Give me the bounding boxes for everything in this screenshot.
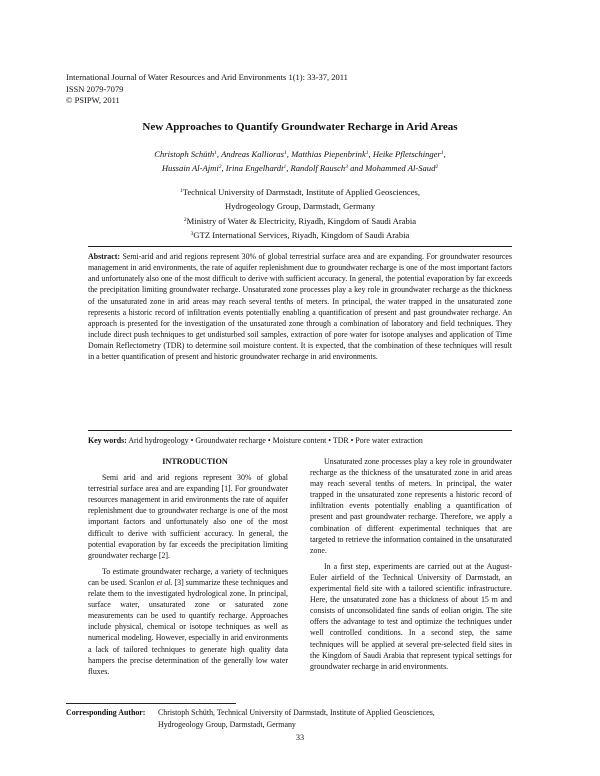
keywords-label: Key words: xyxy=(88,436,127,445)
left-column xyxy=(88,456,288,677)
author-name: Irina Engelhardt xyxy=(225,163,284,174)
corresponding-line-2: Hydrogeology Group, Darmstadt, Germany xyxy=(158,719,296,729)
affiliation-line: $^3$GTZ International Services, Riyadh, Kingdom of Saudi Arabia xyxy=(190,230,410,241)
paper-title: New Approaches to Quantify Groundwater Recharge in Arid Areas xyxy=(142,121,458,133)
intro-paragraph-1: Semi arid and arid regions represent 30% of global terrestrial surface area and are expanding [1]. For groundwater resources management in arid environments the rate of aquifer replenishment due to groundwater recharge is one of the most important factors and unfortunately also one of the most difficult to derive with sufficient accuracy. In general, the potential evaporation by far exceeds the precipitation limiting groundwater recharge [2]. xyxy=(88,473,288,560)
journal-copyright: © PSIPW, 2011 xyxy=(66,95,120,105)
abstract-block xyxy=(88,251,512,363)
journal-citation: International Journal of Water Resources and Arid Environments 1(1): 33-37, 2011 xyxy=(66,72,348,82)
journal-issn: ISSN 2079-7079 xyxy=(66,83,124,94)
abstract-label: Abstract: xyxy=(88,252,120,261)
author-name: Matthias Piepenbrink xyxy=(291,149,366,159)
corresponding-author xyxy=(66,707,435,730)
journal-header xyxy=(66,72,348,107)
keywords-text: Arid hydrogeology • Groundwater recharge • Moisture content • TDR • Pore water extraction xyxy=(128,436,423,445)
author-name: Christoph Schüth xyxy=(154,149,215,159)
author-affil-mark: 1 xyxy=(365,150,369,156)
author-affil-mark: 3 xyxy=(345,164,348,171)
intro-paragraph-3: Unsaturated zone processes play a key role in groundwater recharge as the thickness of the unsaturated zone in arid areas may reach several tenths of meters. In principal, the water trapped in the unsaturated zone represents a historic record of infiltration events potentially enabling a quantification of present and past groundwater recharge. Therefore, we apply a combination of different experimental techniques that are targeted to retrieve the information contained in the unsaturated zone. xyxy=(310,457,512,555)
author-line-1: Christoph Schüth$^1$, Andreas Kallioras$^1$, Matthias Piepenbrink$^1$, Heike Pfletschinger$^1$, xyxy=(154,149,446,159)
author-name: Randolf Rausch xyxy=(290,163,346,174)
intro-paragraph-4: In a first step, experiments are carried out at the August-Euler airfield of the Technical University of Darmstadt, an experimental field site with a tailored scientific infrastructure. Here, the unsaturated zone has a thickness of about 15 m and consists of unconsolidated fine sands of eolian origin. The site offers the advantage to test and optimize the techniques under well controlled conditions. In a second step, the same techniques will be applied at several pre-selected field sites in the Kingdom of Saudi Arabia that represent typical settings for groundwater recharge in arid environments. xyxy=(310,561,512,671)
abstract-bottom-rule xyxy=(88,430,512,431)
right-column xyxy=(310,456,512,672)
author-name: Hussain Al-Ajmi xyxy=(161,163,219,174)
affiliation-line: $^2$Ministry of Water & Electricity, Riyadh, Kingdom of Saudi Arabia xyxy=(183,215,417,226)
introduction-heading: INTRODUCTION xyxy=(162,457,228,466)
footnote-rule xyxy=(66,703,236,704)
abstract-top-rule xyxy=(88,246,512,247)
affiliation-line: Hydrogeology Group, Darmstadt, Germany xyxy=(224,201,376,212)
author-affil-mark: 2 xyxy=(218,164,222,171)
author-affil-mark: 2 xyxy=(435,164,439,171)
page-number: 33 xyxy=(295,733,305,742)
author-list xyxy=(60,147,540,176)
intro-paragraph-2: To estimate groundwater recharge, a variety of techniques can be used. Scanlon et al. [3] summarize these techniques and relate them to the investigated hydrological zone. In principal, surface water, unsaturated zone or saturated zone measurements can be used to quantify recharge. Approaches include physical, chemical or isotope techniques as well as numerical modeling. However, especially in arid environments a lack of tailored techniques to generate high quality data hampers the precise determination of the generally low water fluxes. xyxy=(88,566,288,676)
author-name: Andreas Kallioras xyxy=(221,149,285,159)
affiliation-line: $^1$Technical University of Darmstadt, Institute of Applied Geosciences, xyxy=(179,187,421,197)
affiliation-list xyxy=(60,185,540,243)
author-name: Mohammed Al-Saud xyxy=(365,163,436,174)
abstract-text: Semi-arid and arid regions represent 30% of global terrestrial surface area and are expanding. For groundwater resources management in arid environments, the rate of aquifer replenishment due to groundwater recharge is one of the most important factors and unfortunately also one of the most difficult to derive with sufficient accuracy. In general, the potential evaporation by far exceeds the precipitation limiting groundwater recharge. Unsaturated zone processes play a key role in groundwater recharge as the thickness of the unsaturated zone in arid areas may reach several tenths of meters. In principal, the water trapped in the unsaturated zone represents a historic record of infiltration events potentially enabling a quantification of present and past groundwater recharge. An approach is presented for the investigation of the unsaturated zone through a combination of laboratory and field techniques. They include direct push techniques to get undisturbed soil samples, extraction of pore water for isotope analyses and application of Time Domain Reflectometry (TDR) to determine soil moisture content. It is expected, that the combination of these techniques will result in a better quantification of present and historic groundwater recharge in arid environments. xyxy=(88,252,512,362)
author-affil-mark: 1 xyxy=(440,150,444,156)
corresponding-label: Corresponding Author: xyxy=(66,708,146,717)
author-affil-mark: 1 xyxy=(214,150,217,156)
author-line-2: Hussain Al-Ajmi$^2$, Irina Engelhardt$^1$, Randolf Rausch$^3$ and Mohammed Al-Saud$^2$ xyxy=(161,163,439,174)
corresponding-line-1: Christoph Schüth, Technical University of Darmstadt, Institute of Applied Geosciences, xyxy=(158,708,435,717)
author-conjunction: and xyxy=(350,163,363,174)
author-affil-mark: 1 xyxy=(284,150,287,156)
keywords-line xyxy=(88,435,512,446)
author-affil-mark: 1 xyxy=(283,164,287,171)
author-name: Heike Pfletschinger xyxy=(372,149,441,159)
